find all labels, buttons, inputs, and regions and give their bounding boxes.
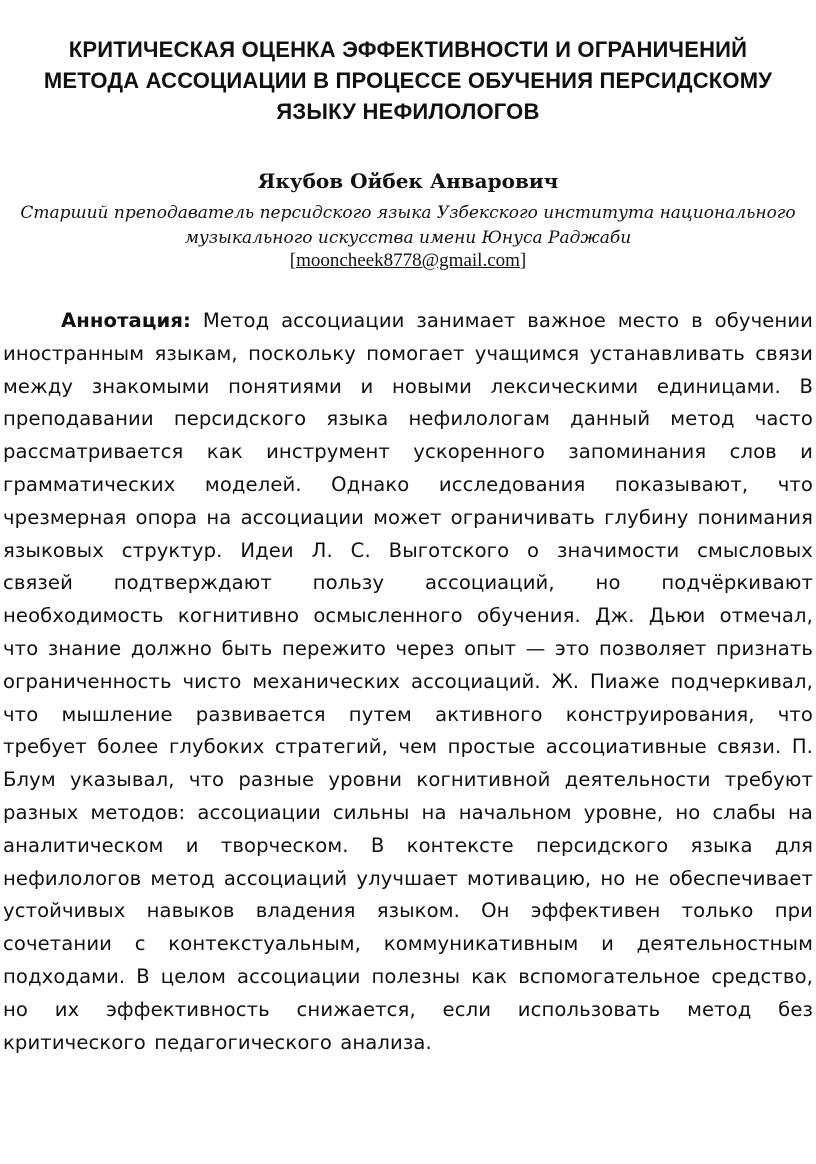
author-affiliation: Старший преподаватель персидского языка Узбекского института национального музыкального искусства имени Юнуса Раджаби bbox=[20, 203, 796, 248]
abstract-text: Метод ассоциации занимает важное место в обучении иностранным языкам, поскольку помогает учащимся устанавливать связи между знакомыми понятиями и новыми лексическими единицами. В преподавании персидского языка нефилологам данный метод часто рассматривается как инструмент ускоренного запоминания слов и грамматических моделей. Однако исследования показывают, что чрезмерная опора на ассоциации может ограничивать глубину понимания языковых структур. Идеи Л. С. Выготского о значимости смысловых связей подтверждают пользу ассоциаций, но подчёркивают необходимость когнитивно осмысленного обучения. Дж. Дьюи отмечал, что знание должно быть пережито через опыт — это позволяет признать ограниченность чисто механических ассоциаций. Ж. Пиаже подчеркивал, что мышление развивается путем активного конструирования, что требует более глубоких стратегий, чем простые ассоциативные связи. П. Блум указывал, что разные уровни когнитивной деятельности требуют разных методов: ассоциации сильны на начальном уровне, но слабы на аналитическом и творческом. В контексте персидского языка для нефилологов метод ассоциаций улучшает мотивацию, но не обеспечивает устойчивых навыков владения языком. Он эффективен только при сочетании с контекстуальным, коммуникативным и деятельностным подходами. В целом ассоциации полезны как вспомогательное средство, но их эффективность снижается, если использовать метод без критического педагогического анализа. bbox=[3, 309, 813, 1054]
abstract-label: Аннотация: bbox=[61, 309, 191, 332]
author-email-link[interactable]: mooncheek8778@gmail.com bbox=[296, 250, 520, 271]
article-title: КРИТИЧЕСКАЯ ОЦЕНКА ЭФФЕКТИВНОСТИ И ОГРАНИЧЕНИЙ МЕТОДА АССОЦИАЦИИ В ПРОЦЕССЕ ОБУЧЕНИЯ ПЕРСИДСКОМУ ЯЗЫКУ НЕФИЛОЛОГОВ bbox=[43, 37, 773, 124]
abstract-paragraph bbox=[3, 305, 813, 1059]
email-bracket-open: [ bbox=[289, 250, 297, 271]
author-name: Якубов Ойбек Анварович bbox=[257, 169, 559, 193]
author-email-line bbox=[0, 248, 816, 273]
email-bracket-close: ] bbox=[519, 250, 527, 271]
